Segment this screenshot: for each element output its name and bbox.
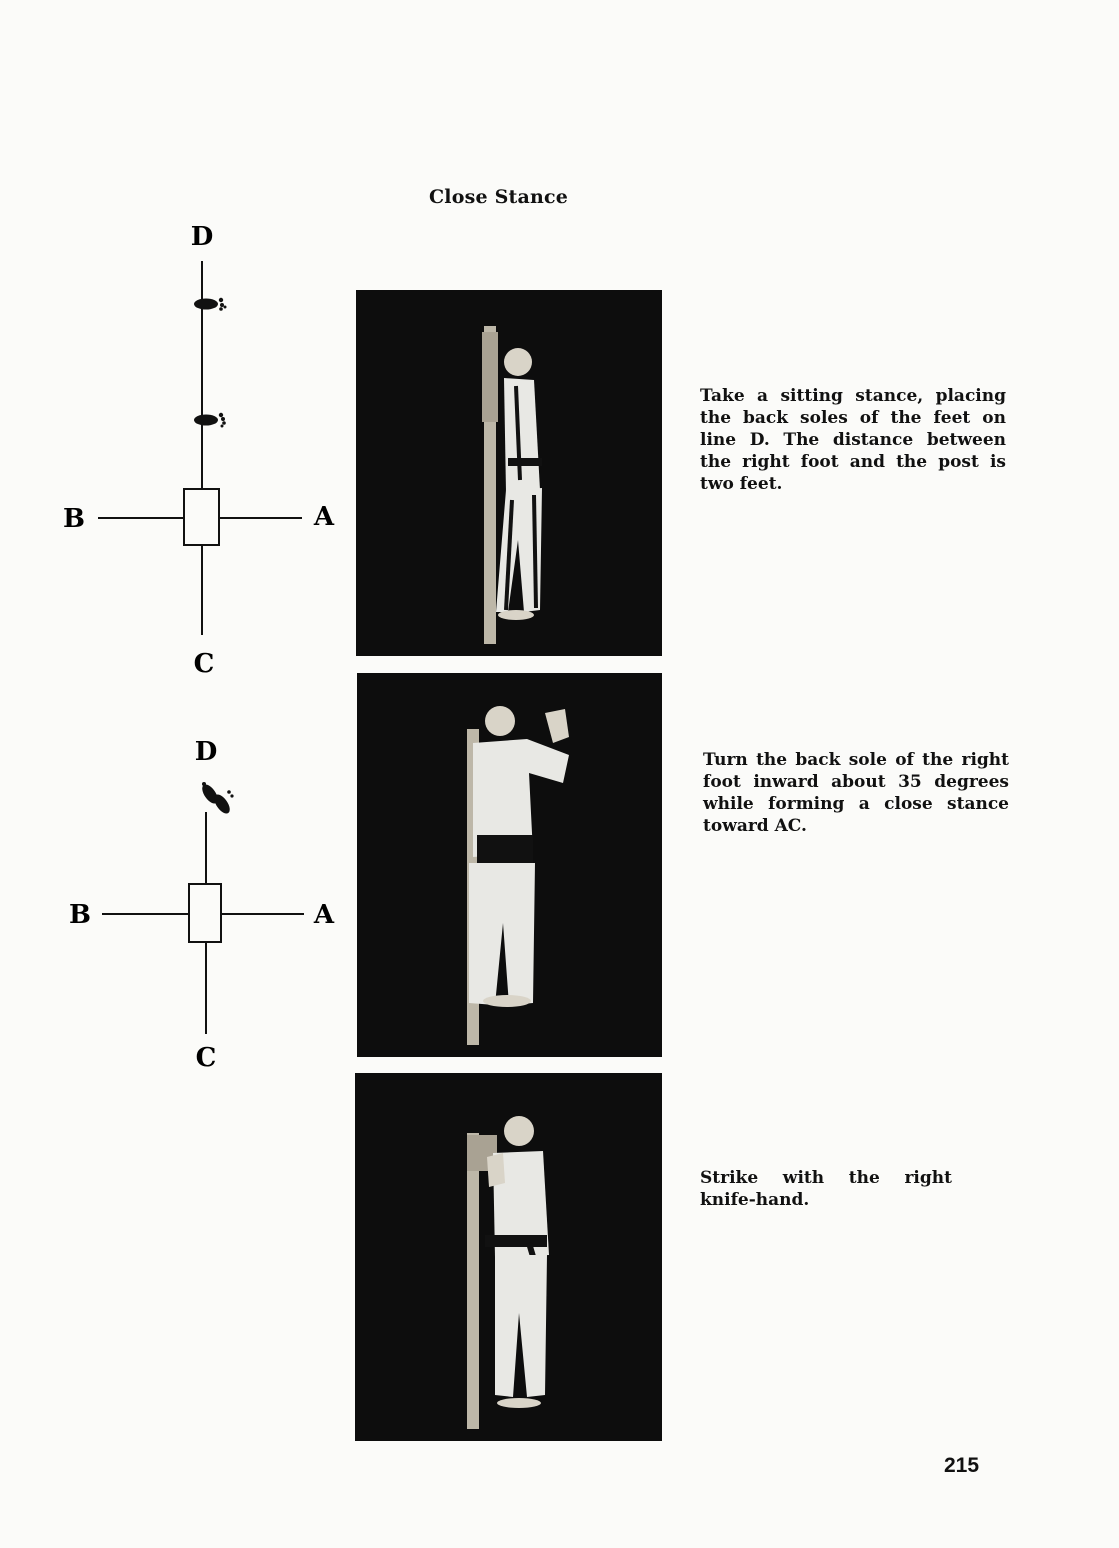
step-1-description: Take a sitting stance, placing the back soles of the feet on line D. The distance between the right foot and the post is two feet. [700, 386, 1006, 494]
step-3-description: Strike with the right knife-hand. [700, 1168, 952, 1210]
photo-close-stance [357, 673, 662, 1057]
photo-knife-hand-strike [355, 1073, 662, 1441]
diagram-label-c: C [193, 649, 215, 679]
diagram-label-b: B [63, 504, 85, 534]
post-box [184, 489, 219, 545]
photo-sitting-stance [356, 290, 662, 656]
footprints-turned-icon [199, 782, 233, 816]
stance-diagram-1 [60, 215, 350, 685]
page-number: 215 [944, 1454, 980, 1477]
diagram-label-a: A [313, 900, 335, 930]
step-2-description: Turn the back sole of the right foot inward about 35 degrees while forming a close stance toward AC. [703, 750, 1009, 836]
diagram-label-d: D [190, 222, 214, 252]
footprint-icon [194, 298, 227, 311]
diagram-label-a: A [313, 502, 335, 532]
diagram-label-d: D [194, 737, 218, 767]
diagram-label-b: B [69, 900, 91, 930]
post-box [189, 884, 221, 942]
diagram-label-c: C [195, 1043, 217, 1073]
page-title: Close Stance [428, 186, 569, 208]
stance-diagram-2 [60, 730, 350, 1080]
footprint-icon [194, 413, 226, 428]
